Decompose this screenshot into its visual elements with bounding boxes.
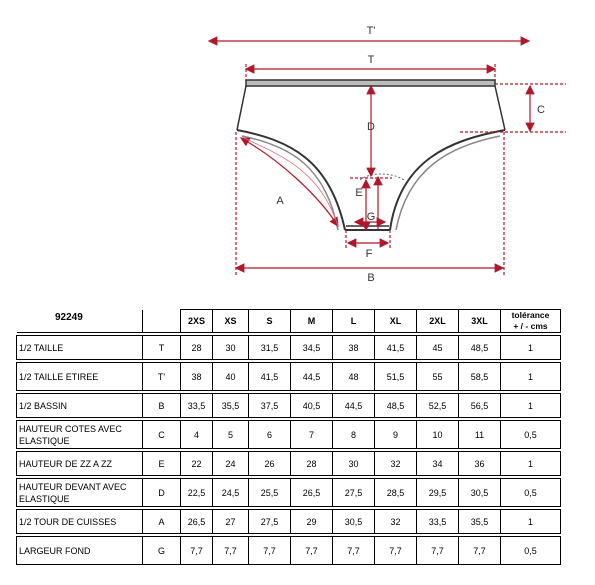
label-f: F	[365, 248, 373, 260]
size-header: M	[291, 310, 333, 333]
measurement-value: 5	[213, 421, 249, 449]
measurement-value: 48,5	[459, 336, 501, 360]
measurement-row	[17, 363, 561, 391]
measurement-name: HAUTEUR COTES AVEC ELASTIQUE	[17, 421, 143, 449]
tolerance-value: 0,5	[501, 479, 561, 507]
measurement-value: 38	[333, 336, 375, 360]
tolerance-value: 0,5	[501, 537, 561, 565]
measurement-row	[17, 394, 561, 418]
size-header: 3XL	[459, 310, 501, 333]
measurement-value: 27,5	[249, 510, 291, 534]
measurement-value: 35,5	[213, 394, 249, 418]
measurement-value: 30,5	[459, 479, 501, 507]
measurement-value: 6	[249, 421, 291, 449]
measurement-value: 11	[459, 421, 501, 449]
measurement-value: 24	[213, 452, 249, 476]
measurement-value: 7,7	[213, 537, 249, 565]
measurement-value: 29,5	[417, 479, 459, 507]
size-header: L	[333, 310, 375, 333]
measurement-value: 28,5	[375, 479, 417, 507]
measurement-labels	[276, 25, 545, 284]
measurement-value: 58,5	[459, 363, 501, 391]
measurement-value: 55	[417, 363, 459, 391]
measurement-value: 7,7	[291, 537, 333, 565]
measurement-value: 32	[375, 510, 417, 534]
measurement-value: 25,5	[249, 479, 291, 507]
measurement-code: C	[143, 421, 181, 449]
measurement-code: D	[143, 479, 181, 507]
measurement-value: 26	[249, 452, 291, 476]
measurement-value: 40	[213, 363, 249, 391]
measurement-name: 1/2 TOUR DE CUISSES	[17, 510, 143, 534]
measurement-value: 33,5	[181, 394, 213, 418]
measurement-value: 27,5	[333, 479, 375, 507]
measurement-value: 7,7	[459, 537, 501, 565]
measurement-value: 7,7	[417, 537, 459, 565]
measurement-value: 35,5	[459, 510, 501, 534]
measurement-name: HAUTEUR DEVANT AVEC ELASTIQUE	[17, 479, 143, 507]
product-code: 92249	[55, 312, 83, 323]
measurement-value: 56,5	[459, 394, 501, 418]
tolerance-value: 1	[501, 336, 561, 360]
size-header: XL	[375, 310, 417, 333]
label-t: T	[367, 54, 375, 66]
measurement-value: 33,5	[417, 510, 459, 534]
measurement-value: 4	[181, 421, 213, 449]
size-header: 2XS	[181, 310, 213, 333]
measurement-arrows	[209, 41, 566, 275]
label-t-prime: T'	[366, 25, 376, 37]
measurement-value: 36	[459, 452, 501, 476]
measurement-name: 1/2 BASSIN	[17, 394, 143, 418]
measurement-value: 45	[417, 336, 459, 360]
tolerance-header-line2: + / - cms	[513, 321, 548, 331]
measurement-value: 44,5	[291, 363, 333, 391]
measurement-value: 40,5	[291, 394, 333, 418]
size-header: XS	[213, 310, 249, 333]
size-header-row	[17, 310, 561, 333]
measurement-value: 30	[333, 452, 375, 476]
measurement-name: HAUTEUR DE ZZ A ZZ	[17, 452, 143, 476]
measurement-row	[17, 421, 561, 449]
label-b: B	[367, 272, 375, 284]
measurement-value: 52,5	[417, 394, 459, 418]
measurement-value: 34	[417, 452, 459, 476]
tolerance-header	[501, 310, 561, 333]
measurement-value: 41,5	[249, 363, 291, 391]
label-e: E	[355, 187, 363, 199]
tolerance-value: 0,5	[501, 421, 561, 449]
measurement-value: 32	[375, 452, 417, 476]
measurement-value: 48	[333, 363, 375, 391]
measurement-row	[17, 510, 561, 534]
measurement-value: 10	[417, 421, 459, 449]
measurement-value: 38	[181, 363, 213, 391]
measurement-value: 7,7	[181, 537, 213, 565]
measurement-value: 37,5	[249, 394, 291, 418]
measurement-name: LARGEUR FOND	[17, 537, 143, 565]
measurement-value: 29	[291, 510, 333, 534]
measurement-value: 48,5	[375, 394, 417, 418]
measurement-value: 7,7	[249, 537, 291, 565]
measurement-code: G	[143, 537, 181, 565]
label-c: C	[537, 104, 545, 116]
measurement-value: 27	[213, 510, 249, 534]
size-chart-table	[16, 309, 561, 565]
tolerance-value: 1	[501, 363, 561, 391]
measurement-value: 30	[213, 336, 249, 360]
tolerance-value: 1	[501, 452, 561, 476]
label-a: A	[276, 195, 284, 207]
tolerance-header-line1: tolérance	[511, 310, 550, 320]
measurement-value: 9	[375, 421, 417, 449]
measurement-value: 51,5	[375, 363, 417, 391]
measurement-value: 34,5	[291, 336, 333, 360]
measurement-name: 1/2 TAILLE ETIREE	[17, 363, 143, 391]
measurement-value: 44,5	[333, 394, 375, 418]
label-g: G	[366, 211, 376, 223]
label-d: D	[367, 121, 375, 133]
measurement-code: A	[143, 510, 181, 534]
measurement-value: 28	[181, 336, 213, 360]
measurement-code: T'	[143, 363, 181, 391]
measurement-code: T	[143, 336, 181, 360]
measurement-row	[17, 537, 561, 565]
measurement-value: 7,7	[375, 537, 417, 565]
measurement-value: 28	[291, 452, 333, 476]
measurement-code: B	[143, 394, 181, 418]
measurement-value: 22	[181, 452, 213, 476]
measurement-value: 8	[333, 421, 375, 449]
measurement-value: 26,5	[291, 479, 333, 507]
tolerance-value: 1	[501, 394, 561, 418]
measurement-value: 24,5	[213, 479, 249, 507]
measurement-value: 7,7	[333, 537, 375, 565]
size-header: 2XL	[417, 310, 459, 333]
measurement-name: 1/2 TAILLE	[17, 336, 143, 360]
measurement-value: 30,5	[333, 510, 375, 534]
measurement-value: 31,5	[249, 336, 291, 360]
back-lines	[360, 174, 404, 180]
measurement-row	[17, 479, 561, 507]
measurement-value: 41,5	[375, 336, 417, 360]
measurement-row	[17, 336, 561, 360]
tolerance-value: 1	[501, 510, 561, 534]
measurement-value: 7	[291, 421, 333, 449]
measurement-value: 22,5	[181, 479, 213, 507]
size-header: S	[249, 310, 291, 333]
measurement-value: 26,5	[181, 510, 213, 534]
measurement-row	[17, 452, 561, 476]
measurement-code: E	[143, 452, 181, 476]
